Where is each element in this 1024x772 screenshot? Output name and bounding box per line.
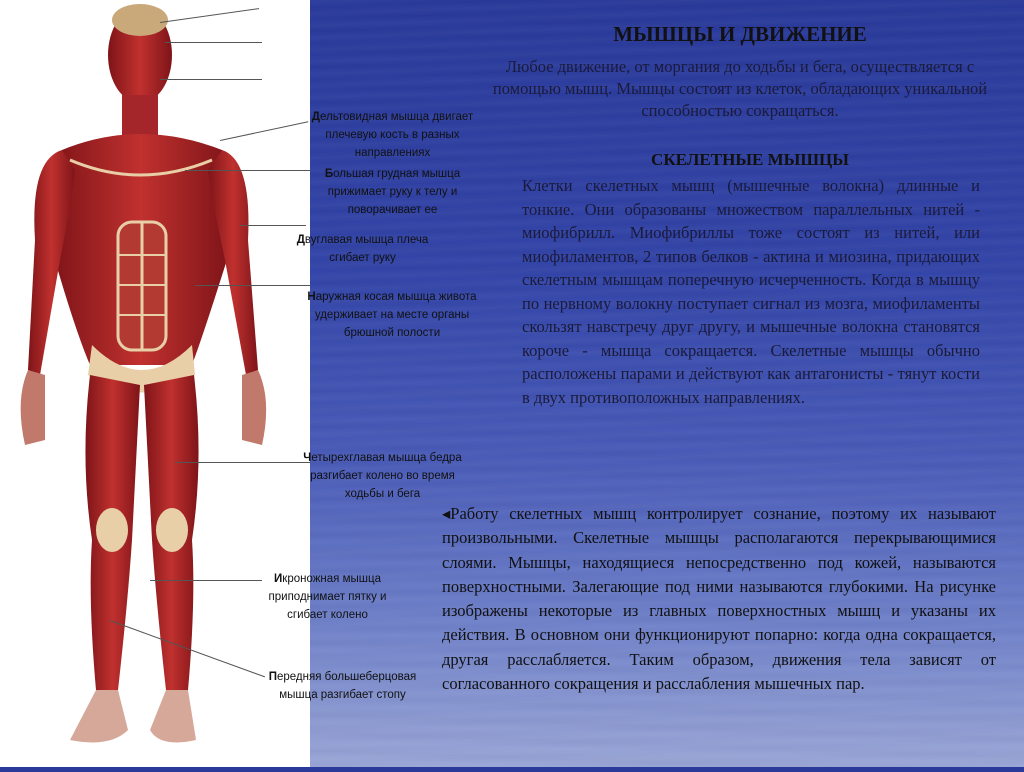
muscle-figure-illustration <box>0 0 310 767</box>
label-initial: Б <box>324 168 334 180</box>
label-quadriceps <box>290 449 475 503</box>
leader-line <box>150 580 262 581</box>
label-pectoral <box>305 165 480 219</box>
label-text: ельтовидная мышца двигает плечевую кость в разных направлениях <box>320 111 474 159</box>
intro-paragraph: Любое движение, от моргания до ходьбы и бега, осуществляется с помощью мышц. Мышцы состоят из клеток, обладающих уникальной способностью сокращаться. <box>492 57 988 120</box>
label-initial: Ч <box>303 452 312 464</box>
section-subtitle: СКЕЛЕТНЫЕ МЫШЦЫ <box>651 150 849 169</box>
anatomy-figure-panel <box>0 0 310 767</box>
leader-line <box>165 42 262 43</box>
label-initial: Д <box>296 234 305 246</box>
body-paragraph-2: ◂Работу скелетных мышц контролирует сознание, поэтому их называют произвольными. Скелетные мышцы располагаются перекрывающимися слоями. Мышцы, находящиеся непосредственно под кожей, называются поверхностными. Залегающие под ними называются глубокими. На рисунке изображены некоторые из главных поверхностных мышц и указаны их действия. В основном они функционируют попарно: когда одна сокращается, другая расслабляется. Таким образом, движения тела зависят от согласованного сокращения и расслабления мышечных пар. <box>442 504 996 694</box>
label-initial: Н <box>307 291 316 303</box>
label-biceps <box>295 231 430 267</box>
label-initial: П <box>268 671 277 683</box>
label-text: ольшая грудная мышца прижимает руку к телу и поворачивает ее <box>327 168 461 216</box>
body-paragraph-1: Клетки скелетных мышц (мышечные волокна) длинные и тонкие. Они образованы множеством параллельных нитей - миофибрилл. Миофибриллы тоже состоят из нитей, или миофиламентов, 2 типов белков - актина и миозина, придающих скелетным мышцам поперечную исчерченность. Когда в мышцу по нервному волокну поступает сигнал из мозга, миофиламенты скользят навстречу друг другу, и мышечные волокна становятся короче - мышца сокращается. Скелетные мышцы обычно расположены парами и действуют как антагонисты - тянут кости в двух противоположных направлениях. <box>522 176 980 407</box>
label-calf <box>250 570 405 624</box>
leader-line <box>185 170 310 171</box>
label-text: етырехглавая мышца бедра разгибает колено во время ходьбы и бега <box>310 452 462 500</box>
label-deltoid <box>305 108 480 162</box>
leader-line <box>195 285 310 286</box>
label-initial: И <box>274 573 283 585</box>
leader-line <box>240 225 306 226</box>
label-tibialis <box>250 668 435 704</box>
label-oblique <box>292 288 492 342</box>
label-text: ередняя большеберцовая мышца разгибает стопу <box>276 671 417 701</box>
label-initial: Д <box>311 111 320 123</box>
page-title: МЫШЦЫ И ДВИЖЕНИЕ <box>613 22 867 46</box>
label-text: кроножная мышца приподнимает пятку и сгибает колено <box>268 573 387 621</box>
label-text: аружная косая мышца живота удерживает на месте органы брюшной полости <box>314 291 477 339</box>
label-text: вуглавая мышца плеча сгибает руку <box>304 234 429 264</box>
leader-line <box>160 79 262 80</box>
